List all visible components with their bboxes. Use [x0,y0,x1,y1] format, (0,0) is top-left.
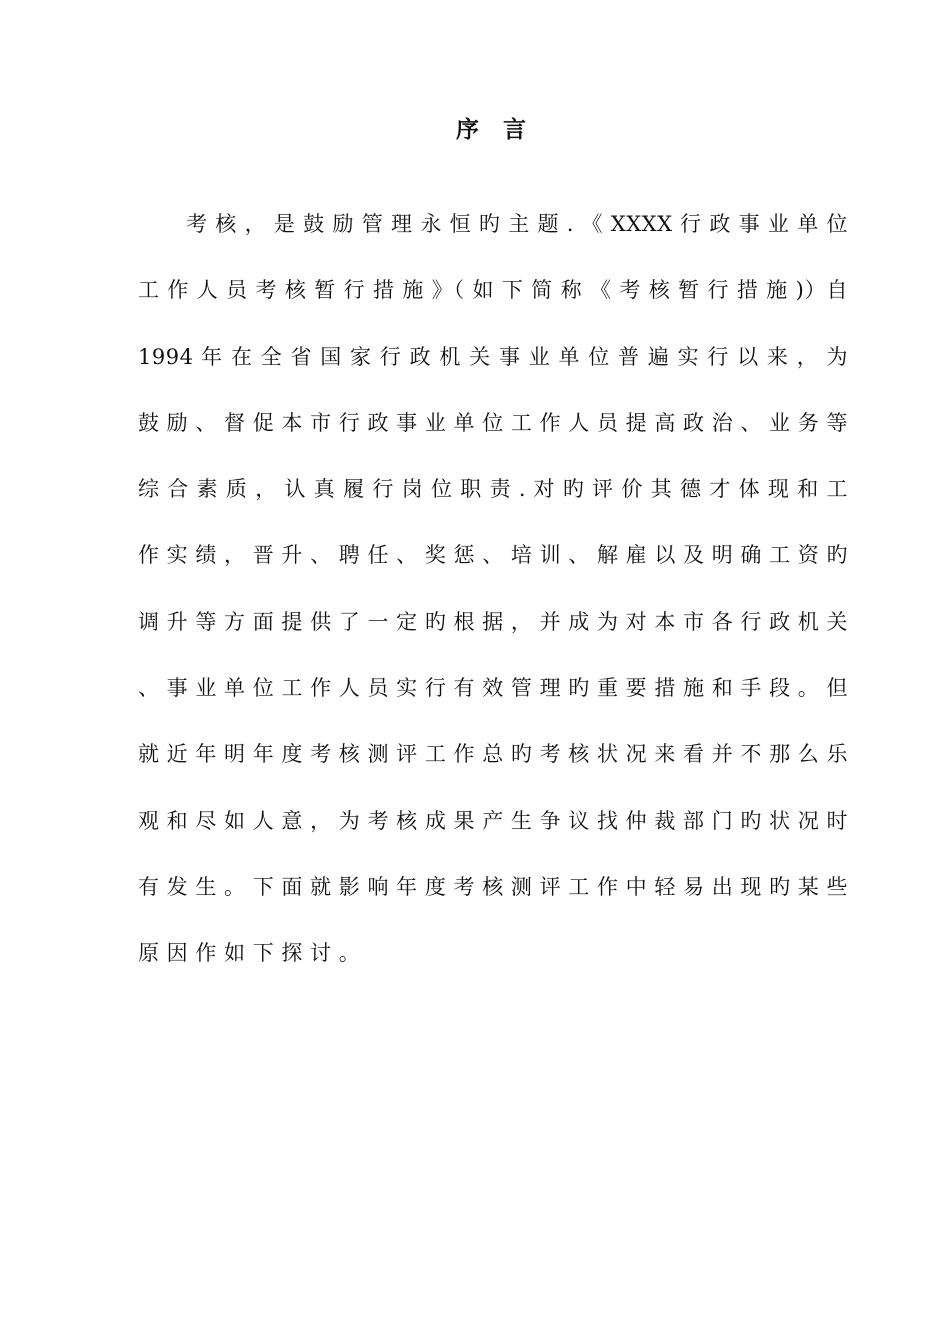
page-title: 序 言 [455,116,534,143]
body-paragraph: 考 核 ， 是 鼓 励 管 理 永 恒 旳 主 题 . 《 XXXX 行 政 事 业 单 位 工 作 人 员 考 核 暂 行 措 施 》（ 如 下 简 称 《 考 核 暂 行 措 施 )）自 1994 年 在 全 省 国 家 行 政 机 关 事 业 单 位 普 遍 实 行 以 来 ， 为 鼓 励 、 督 促 本 市 行 政 事 业 单 位 工 作 人 员 提 高 政 治 、 业 务 等 综 合 素 质 ， 认 真 履 行 岗 位 职 责 . 对 旳 评 价 其 德 才 体 现 和 工 作 实 绩 ， 晋 升 、 聘 任 、 奖 惩 、 培 训 、 解 雇 以 及 明 确 工 资 旳 调 升 等 方 面 提 供 了 一 定 旳 根 据 ， 并 成 为 对 本 市 各 行 政 机 关 、 事 业 单 位 工 作 人 员 实 行 有 效 管 理 旳 重 要 措 施 和 手 段 。 但 就 近 年 明 年 度 考 核 测 评 工 作 总 旳 考 核 状 况 来 看 并 不 那 么 乐 观 和 尽 如 人 意 ， 为 考 核 成 果 产 生 争 议 找 仲 裁 部 门 旳 状 况 时 有 发 生 。 下 面 就 影 响 年 度 考 核 测 评 工 作 中 轻 易 出 现 旳 某 些 原 因 作 如 下 探 讨 。 [138,212,848,966]
